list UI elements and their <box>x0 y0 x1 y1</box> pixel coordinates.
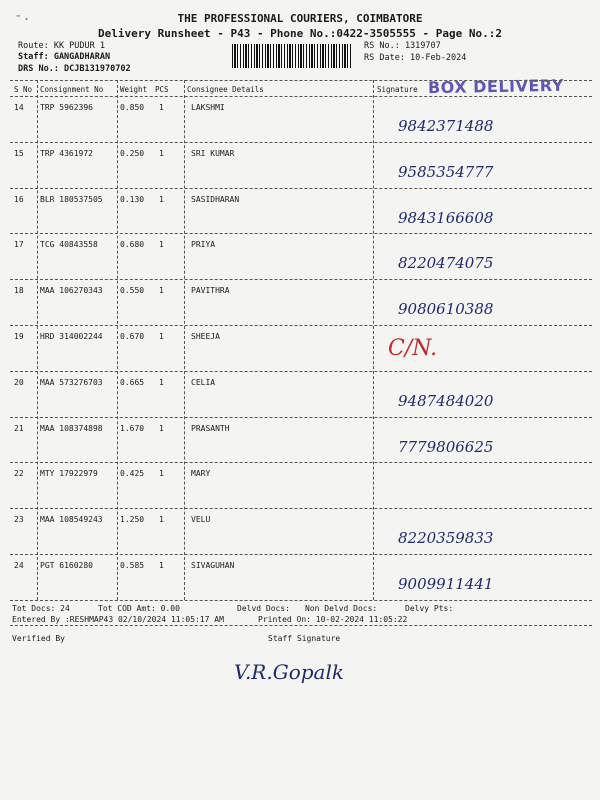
row-separator <box>10 233 592 234</box>
table-top-rule <box>10 80 592 81</box>
row-weight: 1.250 <box>120 515 145 525</box>
row-weight: 0.425 <box>120 469 145 479</box>
row-consignment-number: TRP 4361972 <box>40 148 93 158</box>
row-pieces: 1 <box>159 561 164 570</box>
total-cod-amount: Tot COD Amt: 0.00 <box>98 604 180 613</box>
box-delivery-stamp: BOX DELIVERY <box>427 75 564 98</box>
row-handwritten-signature: 9487484020 <box>398 391 494 410</box>
row-handwritten-signature: 9843166608 <box>398 208 494 227</box>
row-consignment-number: MAA 573276703 <box>40 377 103 387</box>
col-header-weight: Weight <box>120 85 148 94</box>
row-separator <box>10 462 592 463</box>
non-delivered-docs: Non Delvd Docs: <box>305 604 378 613</box>
row-consignment-number: TCG 40843558 <box>40 240 98 250</box>
row-handwritten-signature: 9842371488 <box>398 117 494 135</box>
printed-on: Printed On: 10-02-2024 11:05:22 <box>258 615 408 624</box>
rs-number: RS No.: 1319707 <box>364 41 441 51</box>
row-weight: 0.130 <box>120 194 145 204</box>
row-pieces: 1 <box>159 423 164 433</box>
row-weight: 0.585 <box>120 561 145 570</box>
row-pieces: 1 <box>159 194 164 204</box>
row-consignment-number: PGT 6160280 <box>40 561 93 570</box>
row-consignee-name: SIVAGUHAN <box>191 561 235 570</box>
delivery-points: Delvy Pts: <box>405 604 454 613</box>
row-separator <box>10 142 592 143</box>
col-divider <box>184 80 185 600</box>
col-header-sno: S No <box>14 85 33 94</box>
col-divider <box>37 80 38 600</box>
row-separator <box>10 371 592 372</box>
row-consignment-number: MAA 108549243 <box>40 515 103 525</box>
row-consignment-number: MTY 17922979 <box>40 469 98 479</box>
row-pieces: 1 <box>159 377 164 387</box>
row-serial-number: 22 <box>14 469 24 479</box>
row-weight: 0.670 <box>120 332 145 341</box>
row-pieces: 1 <box>159 148 164 158</box>
row-weight: 0.550 <box>120 286 145 296</box>
row-serial-number: 17 <box>14 240 24 250</box>
row-consignment-number: TRP 5962396 <box>40 103 93 112</box>
row-serial-number: 15 <box>14 148 24 158</box>
row-consignment-number: MAA 106270343 <box>40 286 103 296</box>
row-serial-number: 21 <box>14 423 24 433</box>
rs-date: RS Date: 10-Feb-2024 <box>364 53 467 63</box>
table-header-rule <box>10 96 592 97</box>
row-consignment-number: MAA 108374898 <box>40 423 103 433</box>
row-pieces: 1 <box>159 469 164 479</box>
row-pieces: 1 <box>159 286 164 296</box>
row-handwritten-signature: 9009911441 <box>398 575 494 593</box>
row-serial-number: 19 <box>14 332 24 341</box>
col-header-pcs: PCS <box>155 85 169 94</box>
row-serial-number: 16 <box>14 194 24 204</box>
row-serial-number: 18 <box>14 286 24 296</box>
verified-by: Verified By <box>12 634 65 643</box>
row-handwritten-signature: 8220474075 <box>398 254 494 273</box>
row-handwritten-signature: C/N. <box>388 336 438 361</box>
row-consignee-name: SASIDHARAN <box>191 194 240 204</box>
corner-mark: -. <box>14 8 31 24</box>
col-divider <box>117 80 118 600</box>
entered-by: Entered By :RESHMAP43 02/10/2024 11:05:17 AM <box>12 615 224 624</box>
row-weight: 0.850 <box>120 103 145 112</box>
row-consignee-name: VELU <box>191 515 211 525</box>
row-consignee-name: PRIYA <box>191 240 216 250</box>
row-separator <box>10 417 592 418</box>
row-pieces: 1 <box>159 240 164 250</box>
col-header-consignee: Consignee Details <box>187 85 264 94</box>
footer-rule <box>10 625 592 626</box>
staff-handwritten-signature: V.R.Gopalk <box>234 660 344 684</box>
row-consignee-name: LAKSHMI <box>191 103 225 112</box>
row-consignee-name: MARY <box>191 469 211 479</box>
row-weight: 0.250 <box>120 148 145 158</box>
row-handwritten-signature: 8220359833 <box>398 529 494 548</box>
row-consignment-number: HRD 314002244 <box>40 332 103 341</box>
delivered-docs: Delvd Docs: <box>237 604 290 613</box>
row-serial-number: 24 <box>14 561 24 570</box>
row-handwritten-signature: 9585354777 <box>398 162 494 181</box>
row-consignee-name: SRI KUMAR <box>191 148 235 158</box>
row-serial-number: 14 <box>14 103 24 112</box>
col-divider <box>373 80 374 600</box>
row-separator <box>10 279 592 280</box>
row-pieces: 1 <box>159 515 164 525</box>
row-separator <box>10 188 592 189</box>
row-separator <box>10 554 592 555</box>
staff-label: Staff: GANGADHARAN <box>18 52 111 62</box>
row-consignee-name: PAVITHRA <box>191 286 230 296</box>
staff-signature-label: Staff Signature <box>268 634 341 643</box>
row-weight: 1.670 <box>120 423 145 433</box>
company-title: THE PROFESSIONAL COURIERS, COIMBATORE <box>177 12 423 25</box>
row-serial-number: 23 <box>14 515 24 525</box>
row-consignment-number: BLR 180537505 <box>40 194 103 204</box>
drs-label: DRS No.: DCJB131970702 <box>18 64 131 74</box>
barcode <box>232 44 352 68</box>
row-pieces: 1 <box>159 332 164 341</box>
col-header-signature: Signature <box>377 85 418 94</box>
row-consignee-name: SHEEJA <box>191 332 220 341</box>
row-handwritten-signature: 7779806625 <box>398 437 494 456</box>
row-consignee-name: CELIA <box>191 377 216 387</box>
row-handwritten-signature: 9080610388 <box>398 300 494 319</box>
row-pieces: 1 <box>159 103 164 112</box>
table-bottom-rule <box>10 600 592 601</box>
row-serial-number: 20 <box>14 377 24 387</box>
row-separator <box>10 508 592 509</box>
row-separator <box>10 325 592 326</box>
row-weight: 0.665 <box>120 377 145 387</box>
row-consignee-name: PRASANTH <box>191 423 230 433</box>
total-docs: Tot Docs: 24 <box>12 604 70 613</box>
row-weight: 0.680 <box>120 240 145 250</box>
route-label: Route: KK PUDUR 1 <box>18 41 105 51</box>
runsheet-subtitle: Delivery Runsheet - P43 - Phone No.:0422-3505555 - Page No.:2 <box>98 27 502 40</box>
col-header-consignment: Consignment No <box>40 85 104 94</box>
